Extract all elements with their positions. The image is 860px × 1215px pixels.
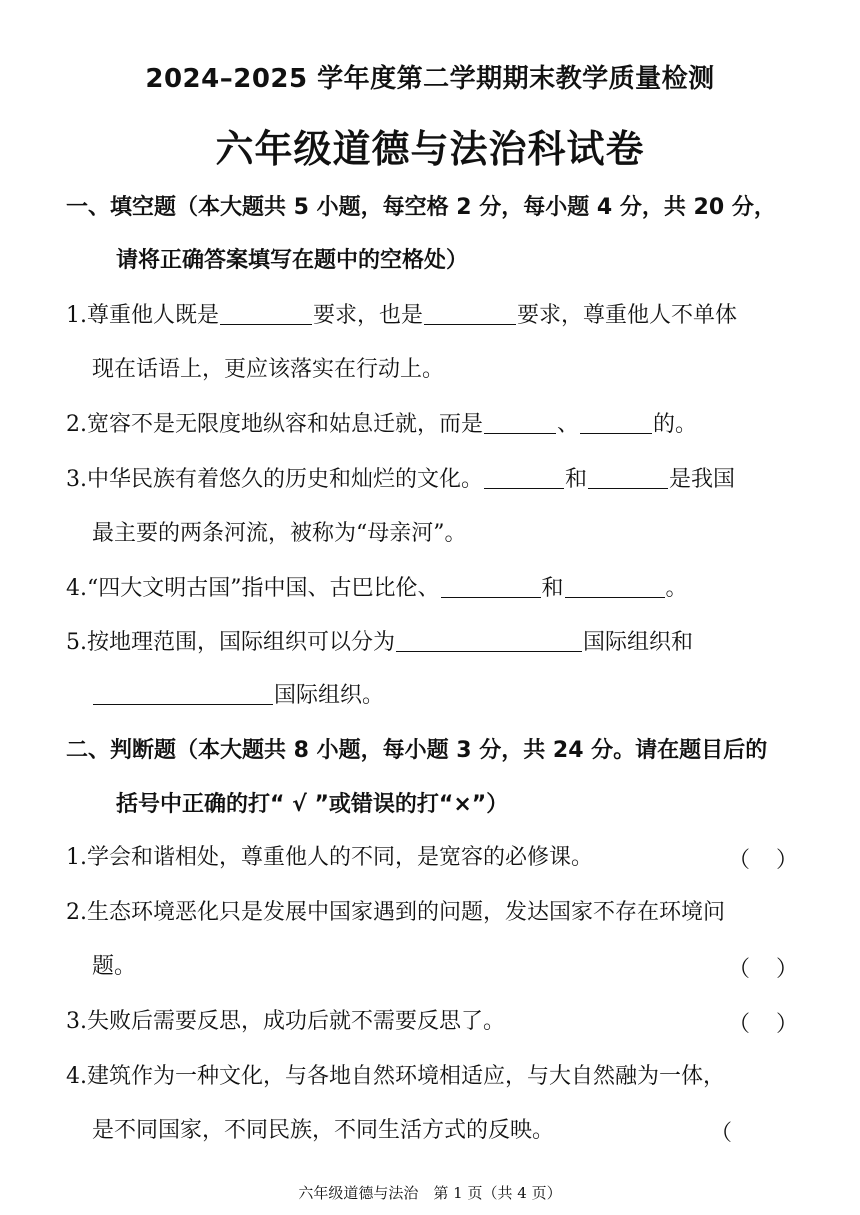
answer-blank[interactable]: [424, 302, 516, 325]
question-text: 1.尊重他人既是: [66, 303, 219, 328]
question-2-4: 4.建筑作为一种文化，与各地自然环境相适应，与大自然融为一体，: [66, 1064, 725, 1089]
question-1-3: [66, 465, 810, 495]
answer-blank[interactable]: [441, 575, 541, 598]
question-text: 要求，尊重他人不单体: [517, 303, 738, 328]
answer-parentheses[interactable]: （: [709, 1121, 732, 1146]
question-text: 、: [557, 412, 580, 437]
question-1-4: [66, 574, 810, 604]
section1-heading: 一、填空题（本大题共 5 小题，每空格 2 分，每小题 4 分，共 20 分，: [66, 195, 776, 220]
question-text: 和: [541, 576, 564, 601]
question-text: 4.“四大文明古国”指中国、古巴比伦、: [66, 576, 440, 601]
question-text: 5.按地理范围，国际组织可以分为: [66, 630, 395, 655]
section2-heading: 二、判断题（本大题共 8 小题，每小题 3 分，共 24 分。请在题目后的: [66, 738, 768, 763]
question-2-2-cont: 题。: [92, 954, 137, 979]
answer-blank[interactable]: [588, 466, 668, 489]
answer-parentheses[interactable]: （ ）: [728, 848, 798, 873]
question-text: 国际组织和: [583, 630, 694, 655]
question-1-1: [66, 301, 810, 331]
answer-blank[interactable]: [396, 629, 582, 652]
question-text: 要求，也是: [313, 303, 424, 328]
question-2-3: 3.失败后需要反思，成功后就不需要反思了。: [66, 1009, 505, 1034]
exam-header: 2024–2025 学年度第二学期期末教学质量检测: [145, 64, 715, 94]
question-text: 是我国: [669, 467, 736, 492]
question-1-3-cont: 最主要的两条河流，被称为“母亲河”。: [92, 521, 467, 546]
question-1-1-cont: 现在话语上，更应该落实在行动上。: [92, 357, 445, 382]
question-1-5-cont: [92, 681, 810, 711]
question-2-2: 2.生态环境恶化只是发展中国家遇到的问题，发达国家不存在环境问: [66, 900, 725, 925]
answer-parentheses[interactable]: （ ）: [728, 957, 798, 982]
question-text: 的。: [653, 412, 698, 437]
question-1-2: [66, 410, 810, 440]
question-2-1: 1.学会和谐相处，尊重他人的不同，是宽容的必修课。: [66, 845, 593, 870]
question-text: 和: [565, 467, 588, 492]
section2-instructions: 括号中正确的打“ √ ”或错误的打“×”）: [116, 792, 509, 817]
question-text: 2.宽容不是无限度地纵容和姑息迁就，而是: [66, 412, 483, 437]
answer-parentheses[interactable]: （ ）: [728, 1012, 798, 1037]
page-footer: 六年级道德与法治 第 1 页（共 4 页）: [298, 1184, 562, 1202]
question-2-4-cont: 是不同国家，不同民族，不同生活方式的反映。: [92, 1118, 555, 1143]
answer-blank[interactable]: [580, 411, 652, 434]
question-text: 。: [665, 576, 688, 601]
answer-blank[interactable]: [484, 466, 564, 489]
question-text: 3.中华民族有着悠久的历史和灿烂的文化。: [66, 467, 483, 492]
question-text: 国际组织。: [274, 683, 385, 708]
answer-blank[interactable]: [484, 411, 556, 434]
exam-title: 六年级道德与法治科试卷: [215, 127, 645, 171]
answer-blank[interactable]: [93, 682, 273, 705]
answer-blank[interactable]: [565, 575, 665, 598]
answer-blank[interactable]: [220, 302, 312, 325]
question-1-5: [66, 628, 810, 658]
section1-instructions: 请将正确答案填写在题中的空格处）: [116, 248, 469, 273]
